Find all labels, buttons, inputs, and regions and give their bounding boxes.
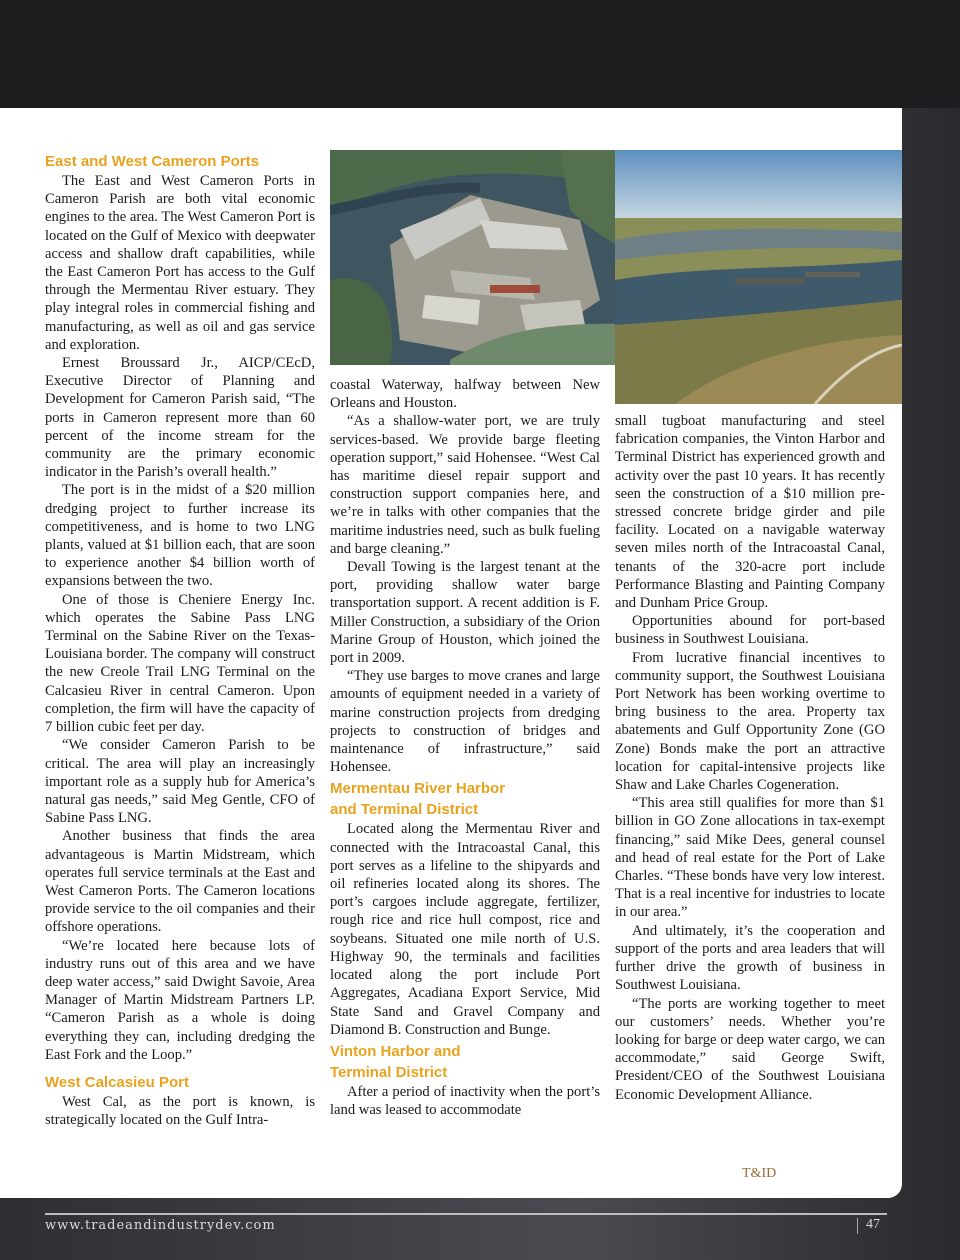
- heading-vinton-line1: Vinton Harbor and: [330, 1042, 461, 1060]
- paragraph: Ernest Broussard Jr., AICP/CEcD, Executive Director of Planning and Development for Cameron Parish said, “The ports in Cameron represent more than 60 percent of the income stream for the community are the primary economic indicator in the Parish’s overall health.”: [45, 355, 315, 481]
- paragraph: small tugboat manufacturing and steel fabrication companies, the Vinton Harbor and Terminal District has experienced growth and activity over the past 10 years. It has recently seen the construction of a $10 million pre-stressed concrete bridge girder and pile facility. Located on a navigable waterway seven miles north of the Intracoastal Canal, tenants of the 320-acre port include Performance Blasting and Painting Company and Dunham Price Group.: [615, 413, 885, 612]
- paragraph: One of those is Cheniere Energy Inc. which operates the Sabine Pass LNG Terminal on the Sabine River on the Texas-Louisiana border. The company will construct the new Creole Trail LNG Terminal on the Calcasieu River in central Cameron. Upon completion, the firm will have the capacity of 7 billion cubic feet per day.: [45, 591, 315, 736]
- footer-url: www.tradeandindustrydev.com: [45, 1218, 276, 1233]
- tid-end-logo: T&ID: [742, 1166, 777, 1181]
- heading-vinton-line2: Terminal District: [330, 1063, 448, 1081]
- column-1: [45, 151, 315, 1129]
- footer-separator: [857, 1218, 858, 1234]
- column-3: [615, 412, 885, 1104]
- paragraph: “The ports are working together to meet our customers’ needs. Whether you’re looking for barge or deep water cargo, we can accommodate,” said George Swift, President/CEO of the Southwest Louisiana Economic Development Alliance.: [615, 995, 885, 1103]
- paragraph: And ultimately, it’s the cooperation and support of the ports and area leaders that will further drive the growth of business in Southwest Louisiana.: [615, 922, 885, 994]
- paragraph: “As a shallow-water port, we are truly services-based. We provide barge fleeting operation support,” said Hohensee. “West Cal has maritime diesel repair support and construction support companies here, and we’re in talks with other companies that the maritime industries need, such as bulk fueling and barge cleaning.”: [330, 413, 600, 557]
- paragraph: coastal Waterway, halfway between New Orleans and Houston.: [330, 377, 600, 412]
- paragraph: “This area still qualifies for more than $1 billion in GO Zone allocations in tax-exempt financing,” said Mike Dees, general counsel and head of real estate for the Port of Lake Charles. “These bonds have very low interest. That is a real incentive for industries to locate in our area.”: [615, 795, 885, 921]
- paragraph: Another business that finds the area advantageous is Martin Midstream, which operates full service terminals at the East and West Cameron Ports. The Cameron locations provide service to the oil companies and their offshore operations.: [45, 828, 315, 936]
- paragraph: “We’re located here because lots of industry runs out of this area and we have deep water access,” said Dwight Savoie, Area Manager of Martin Midstream Partners LP. “Cameron Parish as a whole is doing everything they can, including dredging the East Fork and the Loop.”: [45, 937, 315, 1063]
- paragraph: Opportunities abound for port-based business in Southwest Louisiana.: [615, 613, 885, 648]
- paragraph: The East and West Cameron Ports in Cameron Parish are both vital economic engines to the area. The West Cameron Port is located on the Gulf of Mexico with deepwater access and shallow draft capabilities, while the East Cameron Port has access to the Gulf through the Mermentau River estuary. They play integral roles in commercial fishing and manufacturing, as well as oil and gas service and exploration.: [45, 173, 315, 353]
- paragraph: Devall Towing is the largest tenant at the port, providing shallow water barge transportation support. A recent addition is F. Miller Construction, a subsidiary of the Orion Marine Group of Houston, which joined the port in 2009.: [330, 559, 600, 667]
- aerial-photo-port-facility: [330, 150, 660, 365]
- column-2: [330, 376, 600, 1119]
- footer-divider: [45, 1213, 887, 1215]
- heading-west-calcasieu: West Calcasieu Port: [45, 1073, 189, 1091]
- top-dark-band: [0, 0, 960, 108]
- heading-mermentau-line1: Mermentau River Harbor: [330, 780, 506, 798]
- paragraph: West Cal, as the port is known, is strategically located on the Gulf Intra-: [45, 1093, 315, 1129]
- paragraph: “They use barges to move cranes and large amounts of equipment needed in a variety of marine construction projects from dredging projects to construction of bridges and maintenance of infrastructure,” said Hohensee.: [330, 668, 600, 776]
- paragraph: From lucrative financial incentives to community support, the Southwest Louisiana Port Network has been working overtime to bring business to the area. Property tax abatements and Gulf Opportunity Zone (GO Zone) Bonds make the port an attractive location for capital-intensive projects like Shaw and Lake Charles Cogeneration.: [615, 649, 885, 794]
- page-number: 47: [866, 1217, 880, 1232]
- paragraph: After a period of inactivity when the port’s land was leased to accommodate: [330, 1083, 600, 1119]
- paragraph: Located along the Mermentau River and connected with the Intracoastal Canal, this port serves as a lifeline to the shipyards and oil refineries located along its shores. The port’s cargoes include aggregate, fertilizer, rough rice and rice hull compost, rice and soybeans. Situated one mile north of U.S. Highway 90, the terminals and facilities located along the port include Port Aggregates, Acadiana Export Service, Mid State Sand and Gravel Company and Diamond B. Construction and Bunge.: [330, 821, 600, 1038]
- heading-mermentau-line2: and Terminal District: [330, 801, 479, 819]
- paragraph: The port is in the midst of a $20 million dredging project to further increase its competitiveness, and is home to two LNG plants, valued at $1 billion each, that are soon to experience another $4 billion worth of expansions between the two.: [45, 482, 315, 590]
- paragraph: “We consider Cameron Parish to be critical. The area will play an increasingly important role as a supply hub for America’s natural gas needs,” said Meg Gentle, CFO of Sabine Pass LNG.: [45, 737, 315, 827]
- aerial-photo-waterway: [615, 150, 902, 404]
- heading-east-west-cameron: East and West Cameron Ports: [45, 153, 259, 170]
